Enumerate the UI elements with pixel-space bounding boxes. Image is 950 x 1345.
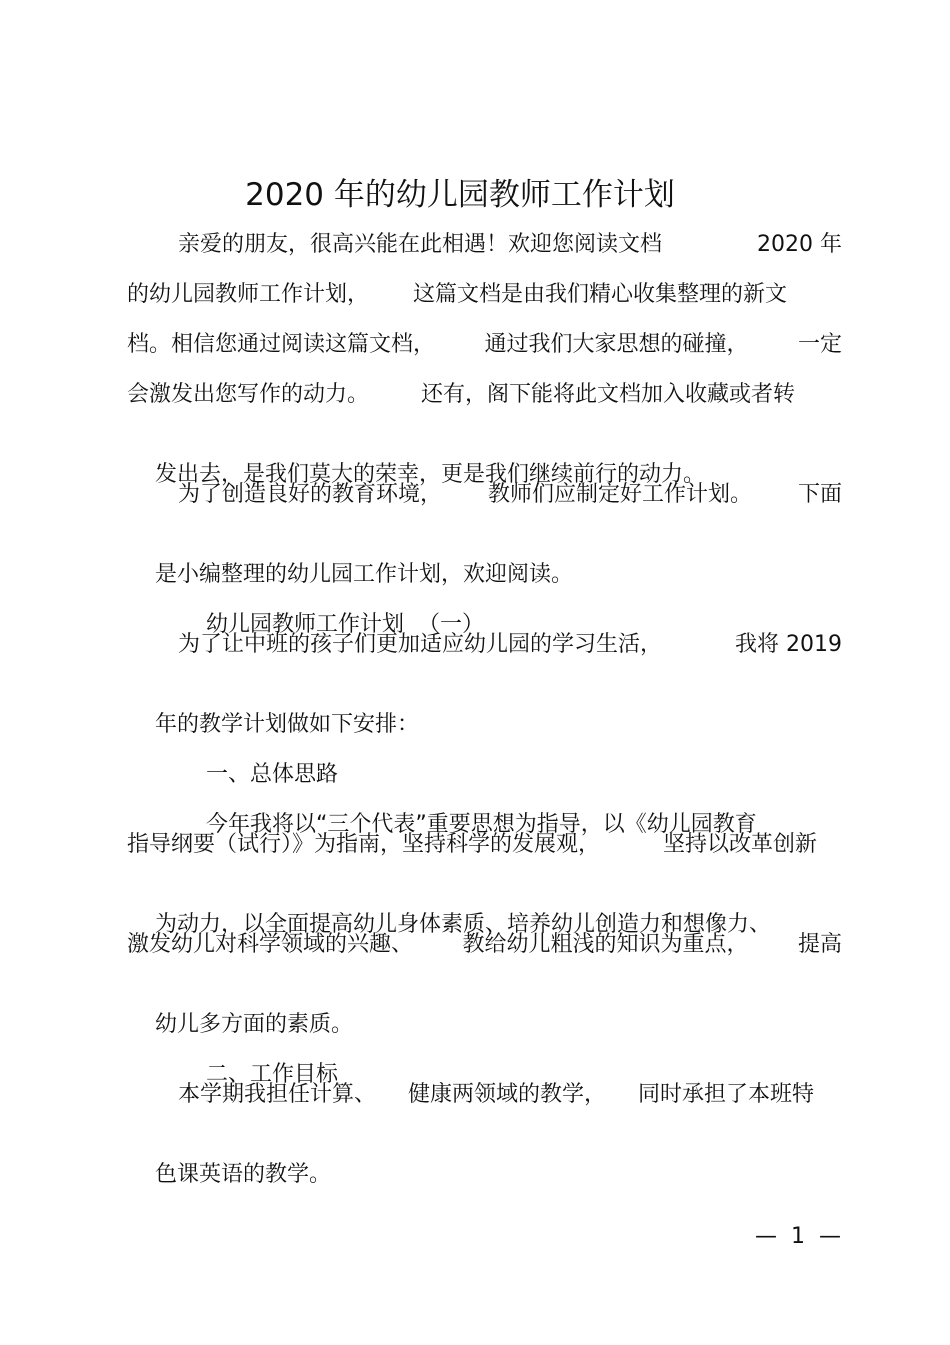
text-segment: 2020 年: [757, 232, 842, 257]
text-segment: 为动力，以全面提高幼儿身体素质、培养幼儿创造力和想像力、: [154, 912, 771, 937]
text-segment: 发出去，是我们莫大的荣幸，更是我们继续前行的动力。: [154, 462, 705, 487]
text-segment: 教师们应制定好工作计划。: [487, 482, 752, 507]
text-segment: 同时承担了本班特: [637, 1082, 814, 1107]
text-segment: 幼儿多方面的素质。: [154, 1012, 353, 1037]
text-segment: 一定: [797, 332, 842, 357]
text-segment: 亲爱的朋友，很高兴能在此相遇！欢迎您阅读文档: [178, 232, 663, 257]
text-segment: 教给幼儿粗浅的知识为重点，: [462, 932, 749, 957]
text-segment: 二、工作目标: [205, 1062, 338, 1087]
paragraph-line: [127, 380, 795, 410]
text-segment: 档。相信您通过阅读这篇文档，: [127, 332, 436, 357]
text-segment: 健康两领域的教学，: [407, 1082, 606, 1107]
page-number: — 1 —: [755, 1224, 841, 1249]
text-segment: 为了让中班的孩子们更加适应幼儿园的学习生活，: [178, 632, 663, 657]
text-segment: 下面: [797, 482, 842, 507]
paragraph-line: [127, 280, 787, 310]
paragraph-line: [178, 1080, 814, 1110]
text-segment: 年的教学计划做如下安排：: [154, 712, 419, 737]
text-segment: 我将 2019: [735, 632, 842, 657]
text-segment: 今年我将以“三个代表”重要思想为指导，以《幼儿园教育: [205, 812, 757, 837]
text-segment: 指导纲要（试行）》为指南，坚持科学的发展观，: [127, 832, 601, 857]
text-segment: 色课英语的教学。: [154, 1162, 331, 1187]
text-segment: 通过我们大家思想的碰撞，: [484, 332, 749, 357]
paragraph-line: [127, 830, 817, 860]
text-segment: 是小编整理的幼儿园工作计划，欢迎阅读。: [154, 562, 573, 587]
paragraph-line: [127, 930, 842, 960]
text-segment: 为了创造良好的教育环境，: [178, 482, 443, 507]
text-segment: 坚持以改革创新: [662, 832, 817, 857]
paragraph-line: [178, 230, 842, 260]
paragraph-line: [127, 330, 842, 360]
text-segment: 激发幼儿对科学领域的兴趣、: [127, 932, 414, 957]
paragraph-line: [178, 630, 842, 660]
paragraph-line: [127, 1130, 842, 1220]
document-title: 2020 年的幼儿园教师工作计划: [245, 177, 675, 213]
text-segment: 还有，阁下能将此文档加入收藏或者转: [420, 382, 795, 407]
text-segment: 的幼儿园教师工作计划，: [127, 282, 370, 307]
text-segment: 本学期我担任计算、: [178, 1082, 377, 1107]
text-segment: 幼儿园教师工作计划 （一）: [205, 612, 484, 637]
paragraph-line: [178, 480, 842, 510]
text-segment: 这篇文档是由我们精心收集整理的新文: [412, 282, 787, 307]
text-segment: 一、总体思路: [205, 762, 338, 787]
text-segment: 提高: [797, 932, 842, 957]
text-segment: 会激发出您写作的动力。: [127, 382, 370, 407]
